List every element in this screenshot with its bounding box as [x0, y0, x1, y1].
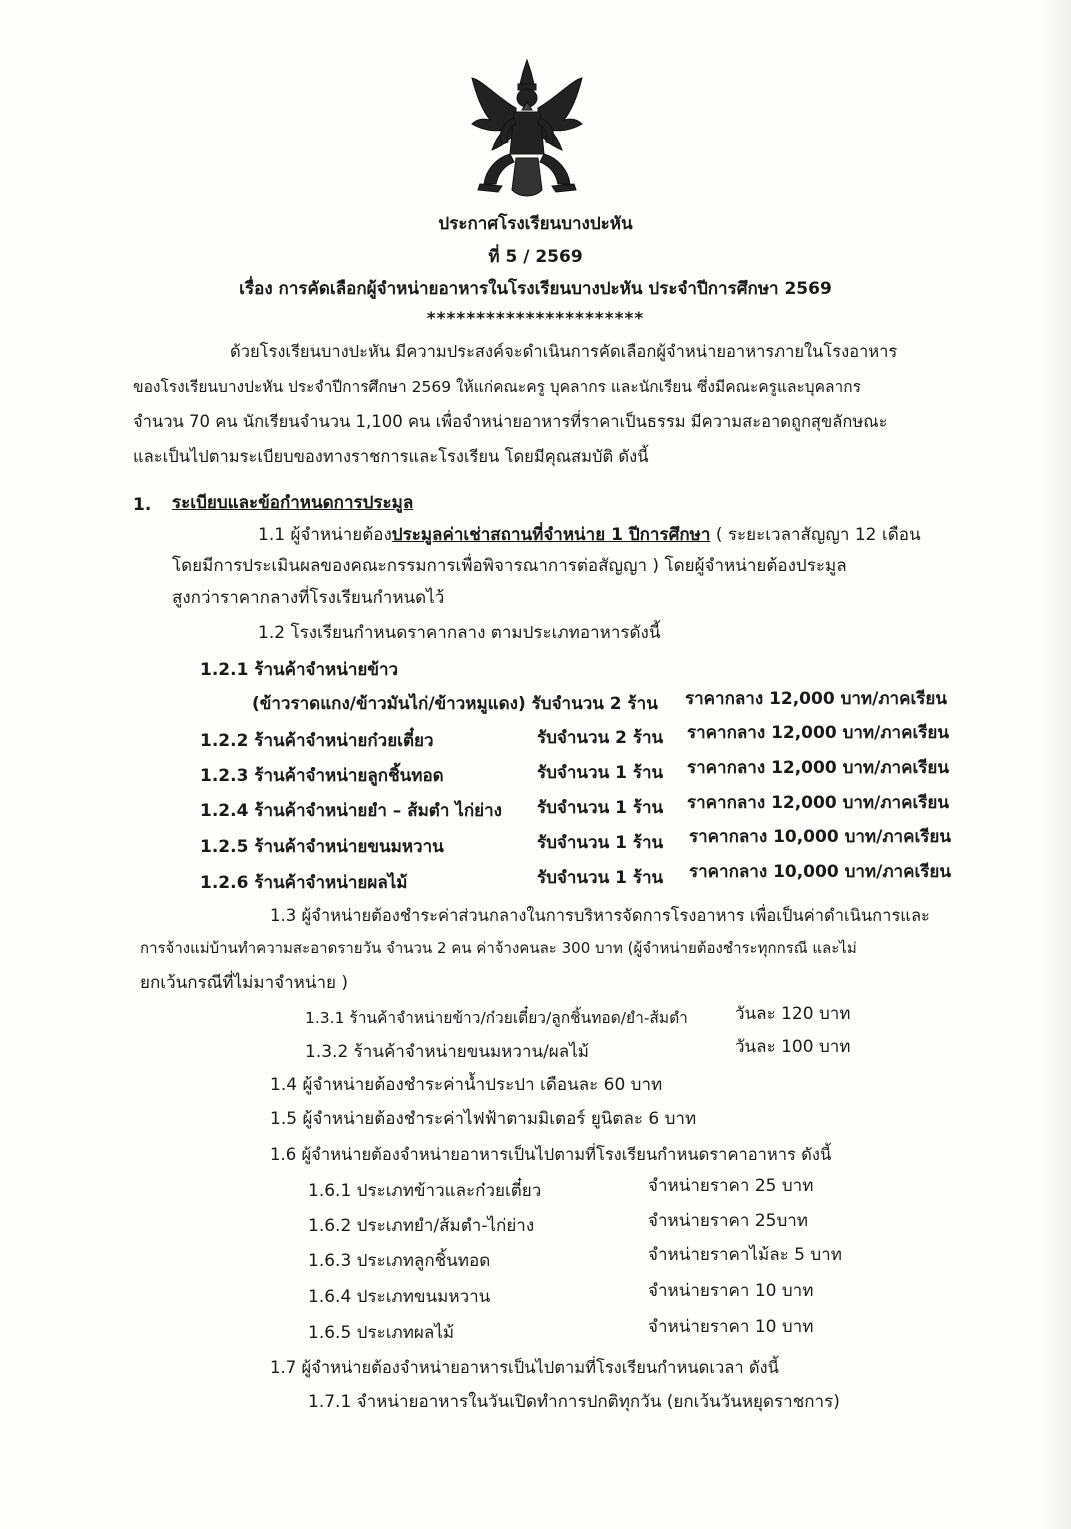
shop-row-qty: รับจำนวน 2 ร้าน [537, 728, 664, 748]
shop-row-name: 1.2.1 ร้านค้าจำหน่ายข้าว [200, 660, 399, 680]
announcement-title: ประกาศโรงเรียนบางปะหัน [438, 214, 633, 234]
price-row-value: จำหน่ายราคา 25 บาท [648, 1176, 814, 1196]
shop-row-price: ราคากลาง 10,000 บาท/ภาคเรียน [689, 862, 951, 882]
price-row-name: 1.6.2 ประเภทยำ/ส้มตำ-ไก่ย่าง [308, 1216, 535, 1236]
item-1-7-1: 1.7.1 จำหน่ายอาหารในวันเปิดทำการปกติทุกวัน (ยกเว้นวันหยุดราชการ) [308, 1392, 840, 1412]
shop-row-name: (ข้าวราดแกง/ข้าวมันไก่/ข้าวหมูแดง) รับจำนวน 2 ร้าน [252, 694, 658, 714]
item-1-3-line-2: การจ้างแม่บ้านทำความสะอาดรายวัน จำนวน 2 คน ค่าจ้างคนละ 300 บาท (ผู้จำหน่ายต้องชำระทุกกรณี และไม่ [140, 939, 857, 957]
item-1-1-line-2: โดยมีการประเมินผลของคณะกรรมการเพื่อพิจารณาการต่อสัญญา ) โดยผู้จำหน่ายต้องประมูล [172, 556, 847, 576]
item-1-3-line-3: ยกเว้นกรณีที่ไม่มาจำหน่าย ) [140, 973, 349, 993]
intro-line-2: ของโรงเรียนบางปะหัน ประจำปีการศึกษา 2569 ให้แก่คณะครู บุคลากร และนักเรียน ซึ่งมีคณะครูและบุคลากร [133, 378, 861, 396]
shop-row-price: ราคากลาง 12,000 บาท/ภาคเรียน [685, 689, 947, 709]
fee-row-name: 1.3.1 ร้านค้าจำหน่ายข้าว/ก๋วยเตี๋ยว/ลูกชิ้นทอด/ยำ-ส้มตำ [305, 1009, 688, 1027]
price-row-name: 1.6.1 ประเภทข้าวและก๋วยเตี๋ยว [308, 1181, 542, 1201]
section-1-number: 1. [133, 495, 152, 515]
item-1-5: 1.5 ผู้จำหน่ายต้องชำระค่าไฟฟ้าตามมิเตอร์ ยูนิตละ 6 บาท [270, 1109, 697, 1129]
item-1-7: 1.7 ผู้จำหน่ายต้องจำหน่ายอาหารเป็นไปตามที่โรงเรียนกำหนดเวลา ดังนี้ [270, 1358, 779, 1377]
announcement-number: ที่ 5 / 2569 [488, 247, 583, 267]
item-1-2: 1.2 โรงเรียนกำหนดราคากลาง ตามประเภทอาหารดังนี้ [258, 623, 661, 643]
fee-row-amount: วันละ 100 บาท [735, 1037, 851, 1057]
item-1-1-emphasis: ประมูลค่าเช่าสถานที่จำหน่าย 1 ปีการศึกษา [391, 525, 711, 545]
item-1-1-line-3: สูงกว่าราคากลางที่โรงเรียนกำหนดไว้ [172, 588, 445, 608]
item-1-6: 1.6 ผู้จำหน่ายต้องจำหน่ายอาหารเป็นไปตามที่โรงเรียนกำหนดราคาอาหาร ดังนี้ [270, 1145, 832, 1164]
price-row-name: 1.6.3 ประเภทลูกชิ้นทอด [308, 1251, 491, 1271]
price-row-value: จำหน่ายราคาไม้ละ 5 บาท [648, 1245, 842, 1265]
page-edge-shadow [1040, 0, 1071, 1529]
section-1-title: ระเบียบและข้อกำหนดการประมูล [172, 493, 414, 513]
intro-line-1: ด้วยโรงเรียนบางปะหัน มีความประสงค์จะดำเนินการคัดเลือกผู้จำหน่ายอาหารภายในโรงอาหาร [230, 342, 898, 361]
shop-row-qty: รับจำนวน 1 ร้าน [537, 798, 664, 818]
item-1-1-line-1 [258, 524, 921, 546]
fee-row-amount: วันละ 120 บาท [735, 1004, 851, 1024]
shop-row-name: 1.2.6 ร้านค้าจำหน่ายผลไม้ [200, 873, 408, 893]
garuda-emblem-icon [468, 58, 586, 208]
shop-row-name: 1.2.2 ร้านค้าจำหน่ายก๋วยเตี๋ยว [200, 731, 434, 751]
shop-row-price: ราคากลาง 12,000 บาท/ภาคเรียน [687, 723, 949, 743]
fee-row-name: 1.3.2 ร้านค้าจำหน่ายขนมหวาน/ผลไม้ [305, 1042, 589, 1062]
shop-row-name: 1.2.4 ร้านค้าจำหน่ายยำ – ส้มตำ ไก่ย่าง [200, 801, 502, 821]
price-row-value: จำหน่ายราคา 25บาท [648, 1211, 809, 1231]
intro-line-4: และเป็นไปตามระเบียบของทางราชการและโรงเรียน โดยมีคุณสมบัติ ดังนี้ [133, 447, 649, 466]
shop-row-qty: รับจำนวน 1 ร้าน [537, 833, 664, 853]
price-row-value: จำหน่ายราคา 10 บาท [648, 1317, 814, 1337]
shop-row-price: ราคากลาง 12,000 บาท/ภาคเรียน [687, 758, 949, 778]
announcement-subject: เรื่อง การคัดเลือกผู้จำหน่ายอาหารในโรงเรียนบางปะหัน ประจำปีการศึกษา 2569 [239, 279, 832, 299]
intro-line-3: จำนวน 70 คน นักเรียนจำนวน 1,100 คน เพื่อจำหน่ายอาหารที่ราคาเป็นธรรม มีความสะอาดถูกสุขลักษณะ [133, 412, 888, 431]
shop-row-qty: รับจำนวน 1 ร้าน [537, 763, 664, 783]
item-1-3-line-1: 1.3 ผู้จำหน่ายต้องชำระค่าส่วนกลางในการบริหารจัดการโรงอาหาร เพื่อเป็นค่าดำเนินการและ [270, 906, 930, 925]
shop-row-name: 1.2.5 ร้านค้าจำหน่ายขนมหวาน [200, 837, 444, 857]
shop-row-price: ราคากลาง 12,000 บาท/ภาคเรียน [687, 793, 949, 813]
shop-row-name: 1.2.3 ร้านค้าจำหน่ายลูกชิ้นทอด [200, 766, 444, 786]
item-1-1-suffix: ( ระยะเวลาสัญญา 12 เดือน [710, 525, 921, 545]
shop-row-qty: รับจำนวน 1 ร้าน [537, 868, 664, 888]
price-row-name: 1.6.5 ประเภทผลไม้ [308, 1323, 455, 1343]
price-row-name: 1.6.4 ประเภทขนมหวาน [308, 1287, 491, 1307]
shop-row-price: ราคากลาง 10,000 บาท/ภาคเรียน [689, 827, 951, 847]
separator-stars: ********************** [426, 309, 645, 329]
item-1-1-prefix: 1.1 ผู้จำหน่ายต้อง [258, 525, 392, 545]
price-row-value: จำหน่ายราคา 10 บาท [648, 1281, 814, 1301]
item-1-4: 1.4 ผู้จำหน่ายต้องชำระค่าน้ำประปา เดือนละ 60 บาท [270, 1075, 663, 1095]
